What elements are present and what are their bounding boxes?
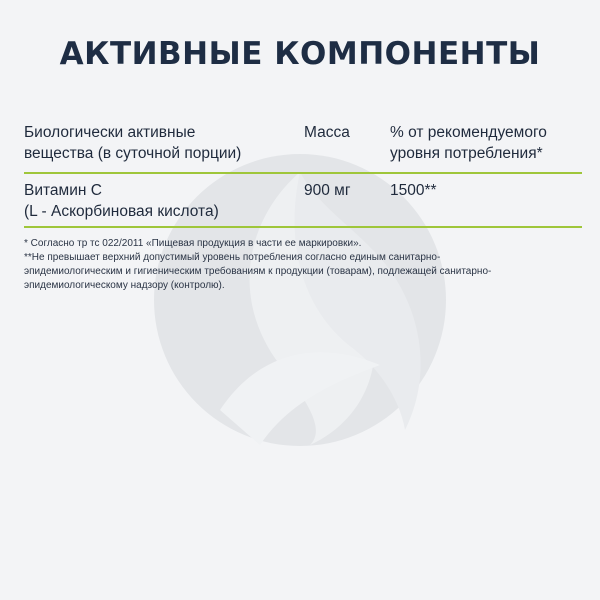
components-table	[24, 120, 582, 228]
footnote-4: эпидемиологическому надзору (контролю).	[24, 280, 225, 291]
table-row	[24, 174, 582, 228]
row-percent: 1500**	[390, 182, 437, 199]
row-substance-line1: Витамин С	[24, 182, 102, 199]
header-percent-line1: % от рекомендуемого	[390, 124, 547, 141]
header-substance-line2: вещества (в суточной порции)	[24, 145, 242, 162]
footnote-1: * Согласно тр тс 022/2011 «Пищевая продукция в части ее маркировки».	[24, 238, 362, 249]
footnote-2: **Не превышает верхний допустимый уровень потребления согласно единым санитарно-	[24, 252, 441, 263]
header-percent-line2: уровня потребления*	[390, 145, 543, 162]
row-mass: 900 мг	[304, 182, 351, 199]
header-substance	[24, 122, 299, 164]
header-substance-line1: Биологически активные	[24, 124, 196, 141]
footnotes	[24, 237, 584, 293]
row-substance-name	[24, 180, 299, 222]
page-title: АКТИВНЫЕ КОМПОНЕНТЫ	[59, 36, 541, 72]
header-percent	[390, 122, 590, 164]
header-mass: Масса	[304, 124, 350, 141]
row-substance-line2: (L - Аскорбиновая кислота)	[24, 203, 219, 220]
footnote-3: эпидемиологическим и гигиеническим требованиям к продукции (товарам), подлежащей санитарно-	[24, 266, 492, 277]
table-header-row	[24, 120, 582, 174]
